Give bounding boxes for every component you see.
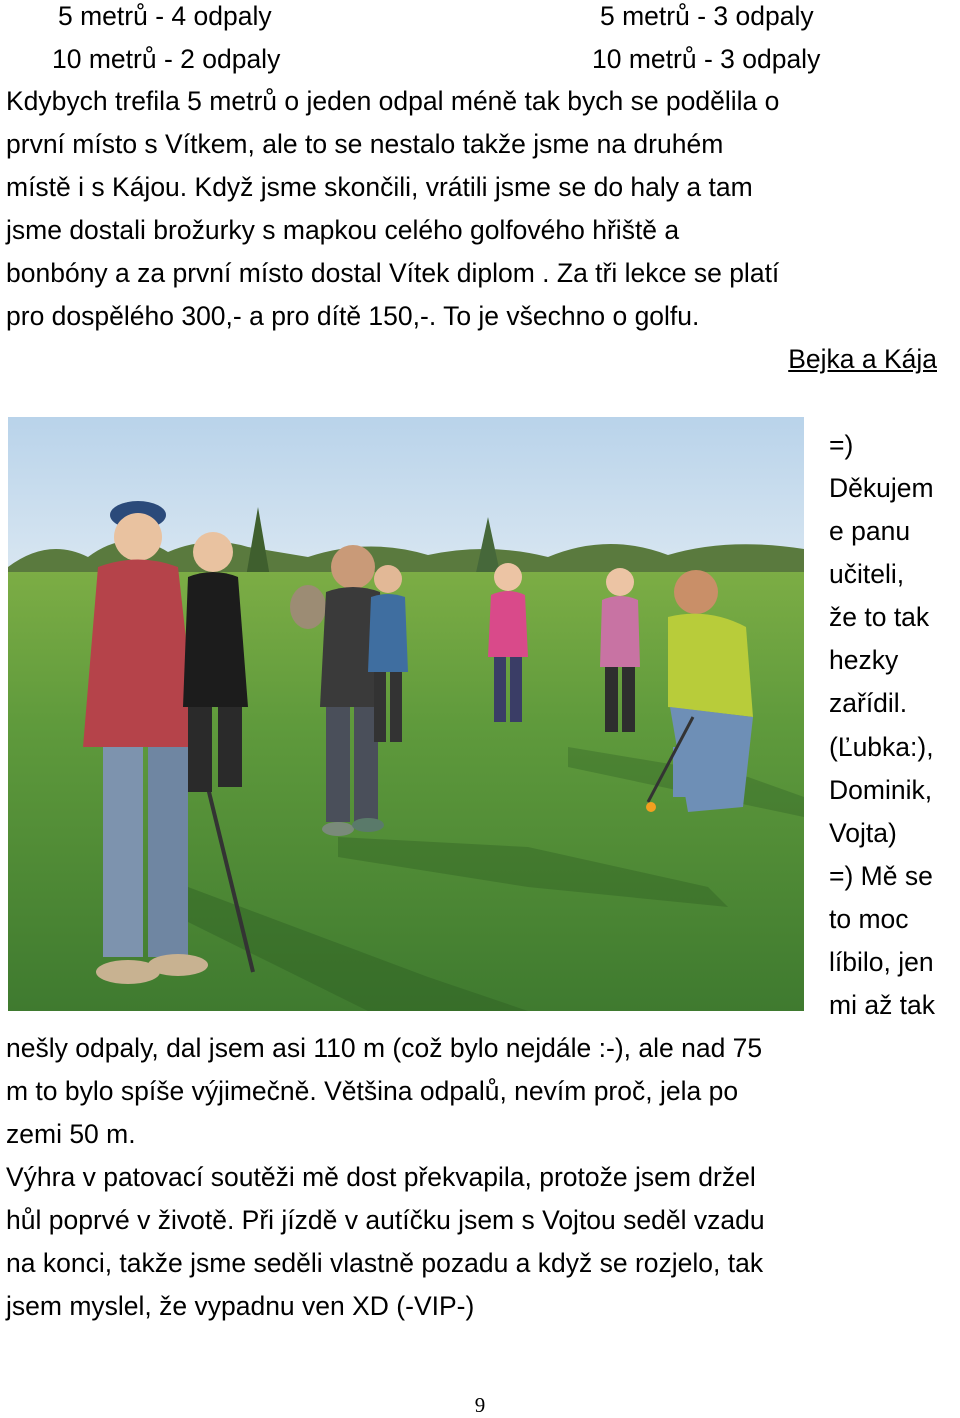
score-right-10m: 10 metrů - 3 odpaly (592, 44, 821, 74)
text-line: bonbóny a za první místo dostal Vítek diplom . Za tři lekce se platí (6, 258, 780, 288)
text-line: první místo s Vítkem, ale to se nestalo takže jsme na druhém (6, 129, 724, 159)
score-right-5m: 5 metrů - 3 odpaly (600, 1, 814, 31)
side-line: e panu (829, 516, 911, 546)
side-line: že to tak (829, 602, 930, 632)
golf-group-photo (8, 417, 804, 1011)
signature: Bejka a Kája (788, 344, 937, 374)
text-line: místě i s Kájou. Když jsme skončili, vrátili jsme se do haly a tam (6, 172, 753, 202)
text-line: na konci, takže jsme seděli vlastně pozadu a když se rozjelo, tak (6, 1248, 764, 1278)
text-line: jsem myslel, že vypadnu ven XD (-VIP-) (6, 1291, 475, 1321)
text-line: zemi 50 m. (6, 1119, 136, 1149)
page-number: 9 (474, 1393, 486, 1417)
text-line: m to bylo spíše výjimečně. Většina odpalů, nevím proč, jela po (6, 1076, 739, 1106)
side-line: učiteli, (829, 559, 905, 589)
side-line: líbilo, jen (829, 947, 934, 977)
text-line: pro dospělého 300,- a pro dítě 150,-. To je všechno o golfu. (6, 301, 700, 331)
text-line: jsme dostali brožurky s mapkou celého golfového hřiště a (6, 215, 680, 245)
side-line: hezky (829, 645, 899, 675)
side-line: =) Mě se (829, 861, 933, 891)
side-line: =) (829, 430, 854, 460)
text-line: Kdybych trefila 5 metrů o jeden odpal méně tak bych se podělila o (6, 86, 780, 116)
text-line: hůl poprvé v životě. Při jízdě v autíčku jsem s Vojtou seděl vzadu (6, 1205, 765, 1235)
score-left-10m: 10 metrů - 2 odpaly (52, 44, 281, 74)
side-line: (Ľubka:), (829, 732, 934, 762)
side-line: mi až tak (829, 990, 936, 1020)
side-line: Vojta) (829, 818, 897, 848)
text-line: Výhra v patovací soutěži mě dost překvapila, protože jsem držel (6, 1162, 756, 1192)
text-line: nešly odpaly, dal jsem asi 110 m (což bylo nejdále :-), ale nad 75 (6, 1033, 763, 1063)
side-line: to moc (829, 904, 909, 934)
side-line: Dominik, (829, 775, 933, 805)
photo-illustration (8, 417, 804, 1011)
side-line: zařídil. (829, 688, 908, 718)
side-line: Děkujem (829, 473, 934, 503)
score-left-5m: 5 metrů - 4 odpaly (58, 1, 272, 31)
